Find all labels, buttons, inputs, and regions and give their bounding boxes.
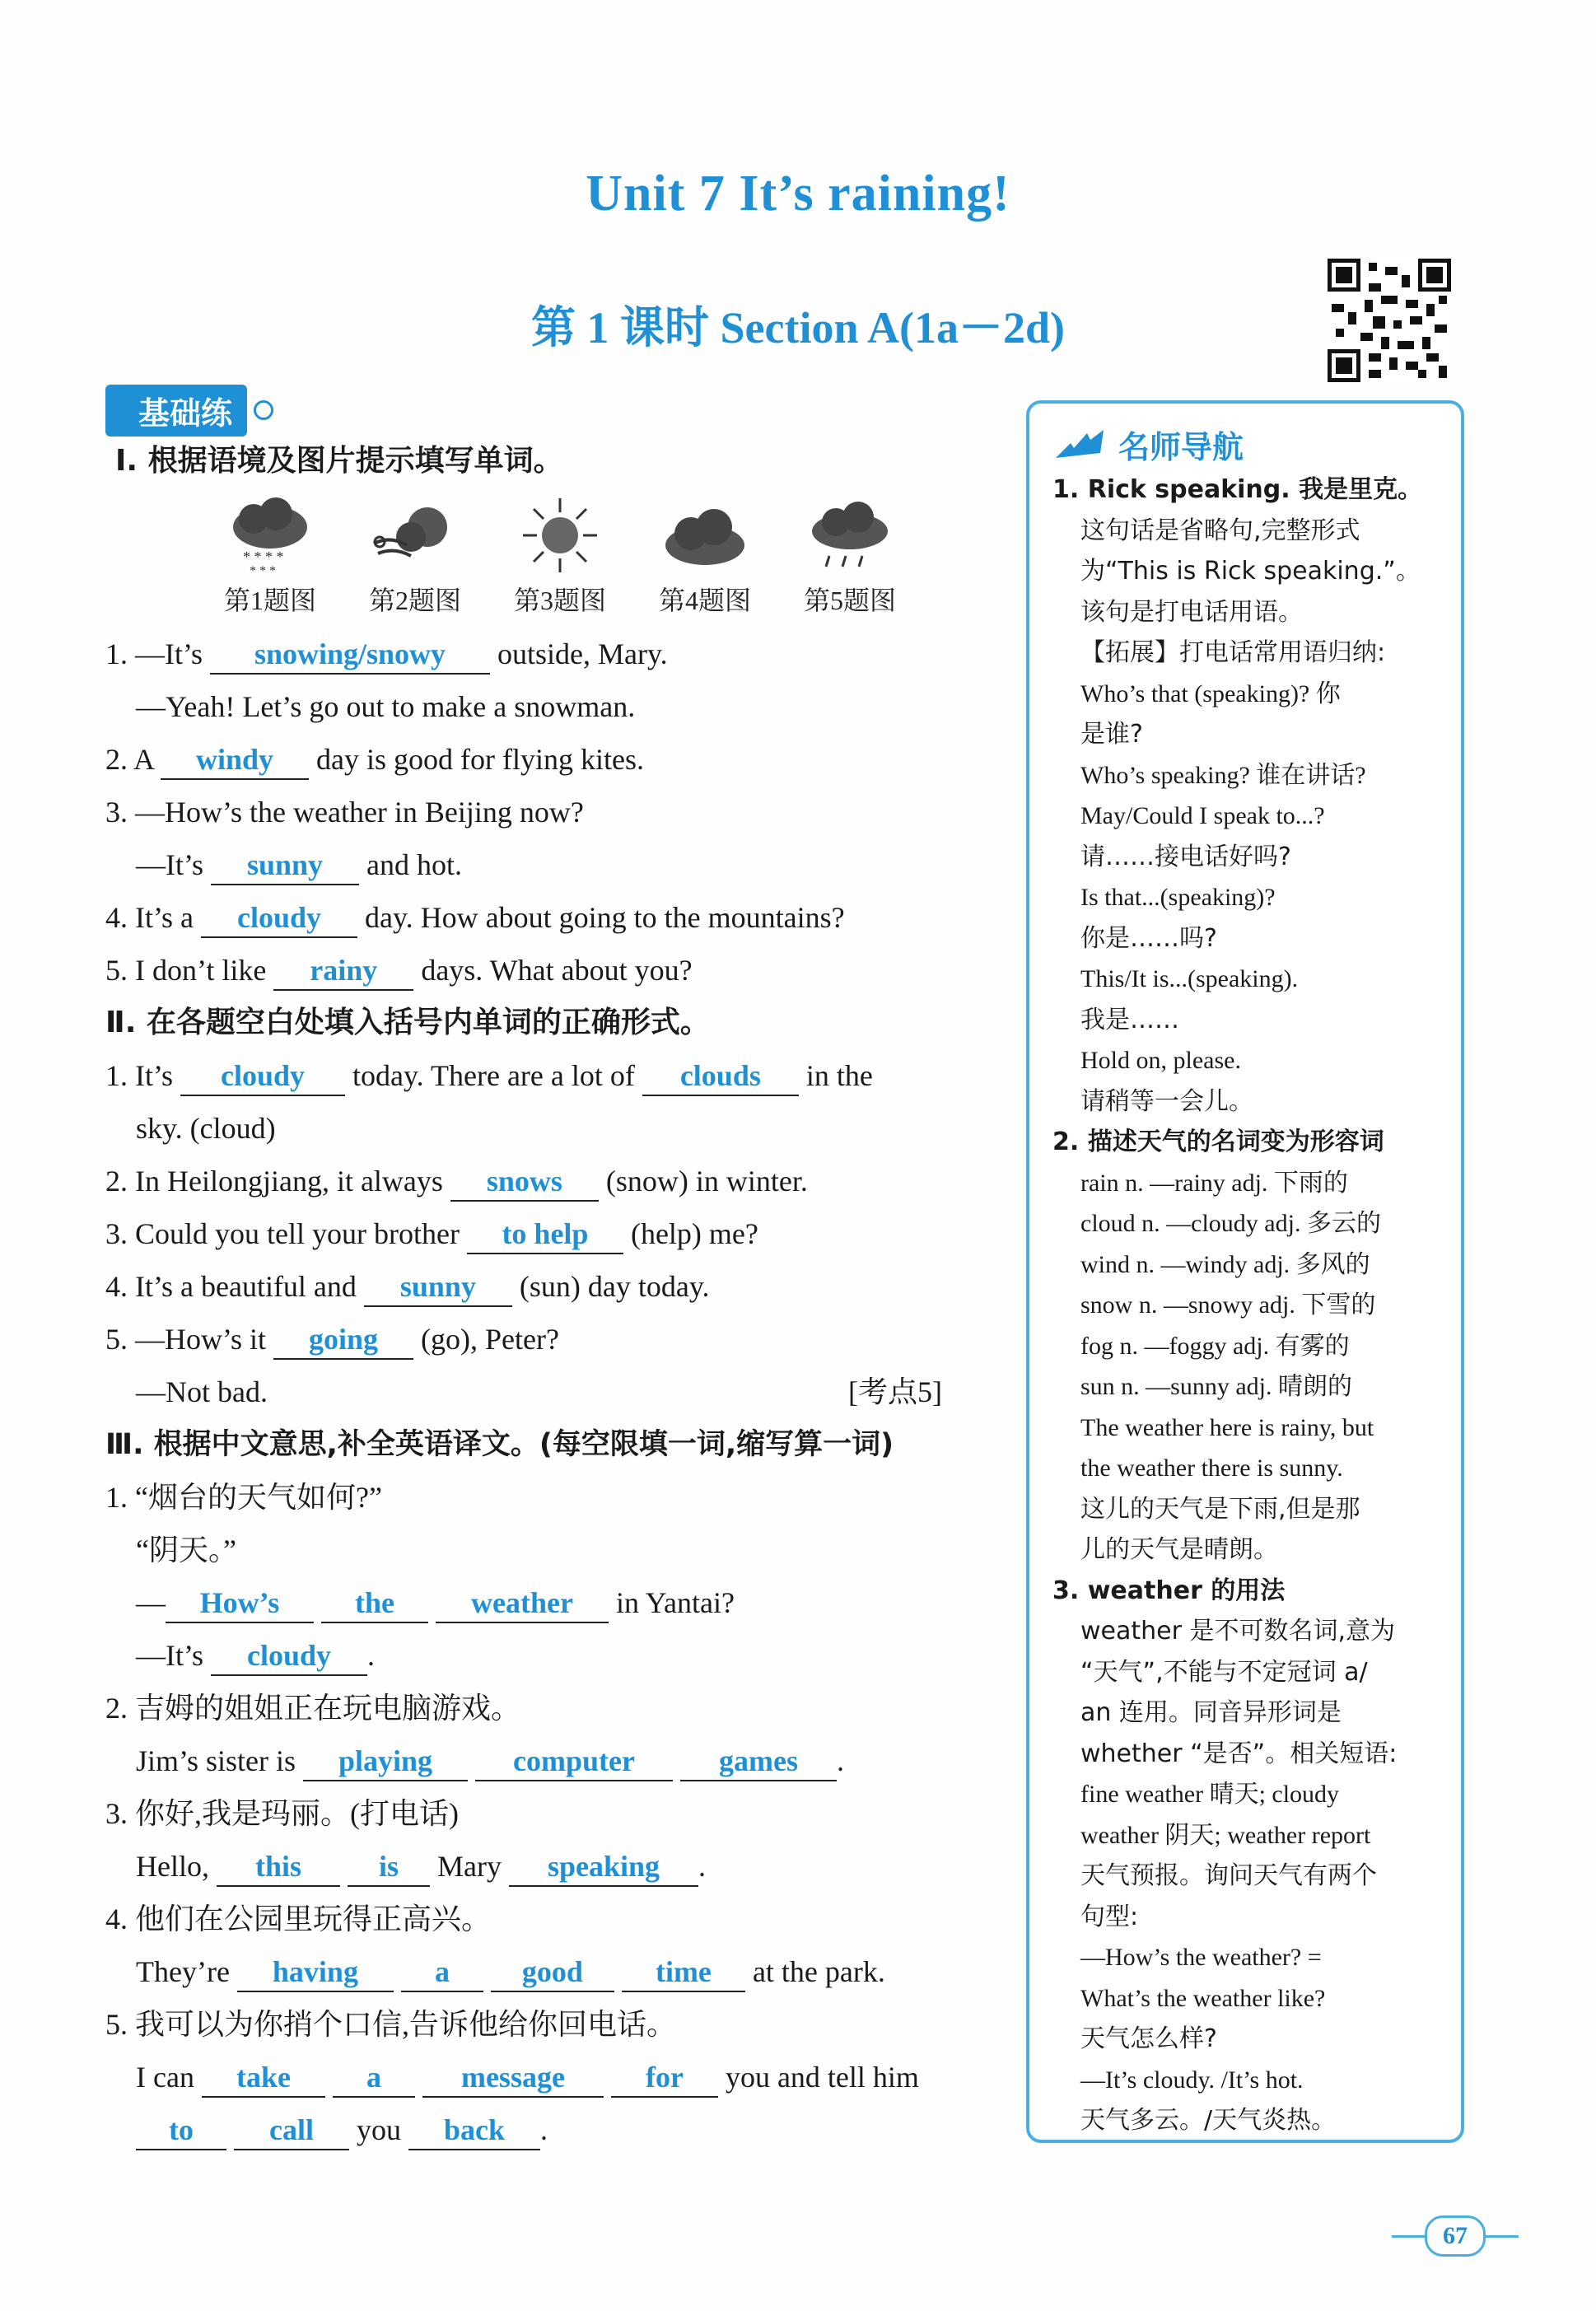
caption-5: 第5题图 — [803, 586, 896, 615]
snow-cloud-icon — [225, 494, 315, 577]
answer-blank[interactable]: snows — [450, 1162, 599, 1202]
exam-point-note: [考点5] — [848, 1375, 942, 1408]
caption-2: 第2题图 — [368, 586, 461, 615]
teacher-guide-sidebar — [1026, 400, 1464, 2143]
p2-q3: 3. Could you tell your brother to help (help) me? — [105, 1211, 758, 1257]
sidebar-line: 为“This is Rick speaking.”。 — [1080, 557, 1421, 586]
answer-blank[interactable]: message — [422, 2058, 604, 2098]
caption-1: 第1题图 — [223, 586, 316, 615]
answer-blank[interactable]: sunny — [211, 846, 359, 885]
answer-blank[interactable]: games — [680, 1742, 837, 1781]
answer-blank[interactable]: a — [401, 1953, 483, 1992]
part1-heading: Ⅰ. 根据语境及图片提示填写单词。 — [115, 444, 563, 478]
sidebar-line: This/It is...(speaking). — [1080, 965, 1299, 992]
caption-4: 第4题图 — [658, 586, 751, 615]
answer-blank[interactable]: playing — [303, 1742, 468, 1781]
sun-icon — [515, 494, 605, 577]
p3-q2-b: Jim’s sister is playing computer games . — [136, 1738, 844, 1784]
sidebar-line: whether “是否”。相关短语: — [1080, 1739, 1398, 1768]
sidebar-line: fine weather 晴天; cloudy — [1080, 1781, 1340, 1808]
lesson-title: 第 1 课时 Section A(1a－2d) — [531, 303, 1065, 352]
sidebar-line: The weather here is rainy, but — [1080, 1413, 1374, 1441]
p1-q3: 3. —How’s the weather in Beijing now? — [105, 796, 584, 829]
answer-blank[interactable]: cloudy — [201, 899, 357, 938]
sidebar-line: 请……接电话好吗? — [1080, 842, 1291, 871]
sidebar-line: fog n. —foggy adj. 有雾的 — [1080, 1332, 1350, 1360]
sidebar-line: 这句话是省略句,完整形式 — [1080, 516, 1360, 545]
sidebar-line: 请稍等一会儿。 — [1080, 1086, 1253, 1116]
p2-q5-reply: —Not bad. — [136, 1375, 268, 1408]
sidebar-line: 你是……吗? — [1080, 923, 1217, 953]
sidebar-line: May/Could I speak to...? — [1080, 802, 1325, 829]
sidebar-line: 该句是打电话用语。 — [1080, 597, 1303, 627]
p1-q1-reply: —Yeah! Let’s go out to make a snowman. — [136, 690, 636, 723]
p1-q1: 1. —It’s snowing/snowy outside, Mary. — [105, 631, 668, 677]
answer-blank[interactable]: clouds — [642, 1057, 799, 1096]
sidebar-line: What’s the weather like? — [1080, 1984, 1326, 2012]
answer-blank[interactable]: for — [611, 2058, 718, 2098]
page-number-value: 67 — [1425, 2215, 1486, 2257]
sidebar-line: 天气多云。/天气炎热。 — [1080, 2106, 1337, 2135]
p3-q5-b: I can take a message for you and tell him — [136, 2054, 919, 2100]
p3-q3-b: Hello, this is Mary speaking . — [136, 1843, 706, 1889]
p2-q1-cont: sky. (cloud) — [136, 1112, 276, 1145]
p2-q2: 2. In Heilongjiang, it always snows (snow) in winter. — [105, 1158, 808, 1204]
sidebar-line: 3. weather 的用法 — [1052, 1576, 1286, 1605]
p3-q1-e: —It’s cloudy . — [136, 1632, 375, 1678]
answer-blank[interactable]: back — [408, 2111, 540, 2150]
svg-text:* * * *: * * * * — [243, 549, 284, 565]
p3-q4-b: They’re having a good time at the park. — [136, 1949, 885, 1995]
sidebar-line: 我是…… — [1080, 1005, 1179, 1034]
p1-q2: 2. A windy day is good for flying kites. — [105, 736, 644, 782]
sidebar-line: 这儿的天气是下雨,但是那 — [1080, 1494, 1360, 1524]
answer-blank[interactable]: having — [237, 1953, 394, 1992]
answer-blank[interactable]: cloudy — [180, 1057, 345, 1096]
sidebar-line: an 连用。同音异形词是 — [1080, 1698, 1342, 1727]
answer-blank[interactable]: the — [321, 1584, 428, 1623]
guide-flag-icon — [1054, 428, 1112, 461]
answer-blank[interactable]: speaking — [509, 1847, 698, 1887]
p3-q4: 4. 他们在公园里玩得正高兴。 — [105, 1902, 492, 1935]
sidebar-line: sun n. —sunny adj. 晴朗的 — [1080, 1373, 1352, 1400]
sidebar-line: Who’s speaking? 谁在讲话? — [1080, 761, 1366, 789]
sidebar-line: rain n. —rainy adj. 下雨的 — [1080, 1169, 1348, 1197]
sidebar-header — [1054, 422, 1244, 467]
answer-blank[interactable]: windy — [161, 740, 309, 780]
answer-blank[interactable]: computer — [475, 1742, 673, 1781]
answer-blank[interactable]: to help — [467, 1215, 623, 1254]
sidebar-line: 天气预报。询问天气有两个 — [1080, 1861, 1377, 1890]
qr-code-icon[interactable] — [1328, 259, 1451, 382]
icon-captions — [198, 580, 922, 618]
part3-heading: Ⅲ. 根据中文意思,补全英语译文。(每空限填一词,缩写算一词) — [105, 1428, 894, 1461]
p3-q1-b: “阴天。” — [136, 1534, 236, 1566]
answer-blank[interactable]: weather — [436, 1584, 609, 1623]
p3-q5-c: to call you back . — [136, 2107, 548, 2153]
sidebar-line: 1. Rick speaking. 我是里克。 — [1052, 475, 1423, 504]
p2-q4: 4. It’s a beautiful and sunny (sun) day today. — [105, 1263, 710, 1310]
unit-title: Unit 7 It’s raining! — [586, 166, 1010, 222]
p3-q2: 2. 吉姆的姐姐正在玩电脑游戏。 — [105, 1692, 521, 1725]
answer-blank[interactable]: sunny — [364, 1268, 512, 1307]
sidebar-line: cloud n. —cloudy adj. 多云的 — [1080, 1210, 1381, 1237]
rain-cloud-icon — [805, 494, 895, 577]
sidebar-body — [1052, 469, 1440, 2141]
page-number — [1392, 2215, 1519, 2257]
sidebar-line: “天气”,不能与不定冠词 a/ — [1080, 1657, 1368, 1687]
sidebar-line: weather 阴天; weather report — [1080, 1821, 1371, 1849]
sidebar-line: 是谁? — [1080, 720, 1143, 749]
basic-practice-tag — [105, 387, 273, 433]
sidebar-line: weather 是不可数名词,意为 — [1080, 1617, 1396, 1646]
weather-icons-row — [198, 494, 922, 577]
sidebar-line: Who’s that (speaking)? 你 — [1080, 679, 1341, 707]
sidebar-line: 【拓展】打电话常用语归纳: — [1080, 638, 1386, 667]
p2-q5: 5. —How’s it going (go), Peter? — [105, 1316, 559, 1362]
basic-practice-label: 基础练 — [105, 385, 247, 437]
sidebar-line: 2. 描述天气的名词变为形容词 — [1052, 1127, 1384, 1156]
answer-blank[interactable]: this — [217, 1847, 340, 1887]
answer-blank[interactable]: cloudy — [211, 1636, 367, 1676]
sidebar-line: —How’s the weather? = — [1080, 1944, 1322, 1971]
answer-blank[interactable]: take — [202, 2058, 325, 2098]
p3-q1: 1. “烟台的天气如何?” — [105, 1481, 382, 1514]
svg-text:* * *: * * * — [250, 564, 276, 577]
tag-dot-icon — [254, 400, 273, 420]
answer-blank[interactable]: going — [273, 1320, 413, 1360]
part2-heading: Ⅱ. 在各题空白处填入括号内单词的正确形式。 — [105, 1006, 710, 1039]
p2-q1: 1. It’s cloudy today. There are a lot of clouds in the — [105, 1053, 873, 1099]
sidebar-line: Hold on, please. — [1080, 1047, 1241, 1074]
answer-blank[interactable]: call — [234, 2111, 349, 2150]
sidebar-line: —It’s cloudy. /It’s hot. — [1080, 2066, 1304, 2094]
answer-blank[interactable]: snowing/snowy — [210, 635, 490, 675]
answer-blank[interactable]: good — [491, 1953, 614, 1992]
p3-q5: 5. 我可以为你捎个口信,告诉他给你回电话。 — [105, 2008, 677, 2041]
answer-blank[interactable]: time — [622, 1953, 745, 1992]
answer-blank[interactable]: a — [333, 2058, 415, 2098]
sidebar-line: Is that...(speaking)? — [1080, 884, 1276, 911]
sidebar-line: 儿的天气是晴朗。 — [1080, 1535, 1278, 1564]
sidebar-line: 天气怎么样? — [1080, 2024, 1217, 2053]
sidebar-title: 名师导航 — [1118, 429, 1244, 465]
sidebar-line: wind n. —windy adj. 多风的 — [1080, 1250, 1370, 1278]
wind-icon — [370, 494, 460, 577]
sidebar-line: 句型: — [1080, 1902, 1139, 1931]
p1-q5: 5. I don’t like rainy days. What about you? — [105, 947, 693, 993]
cloud-icon — [660, 494, 750, 577]
answer-blank[interactable]: to — [136, 2111, 226, 2150]
p1-q3-reply: —It’s sunny and hot. — [136, 842, 462, 888]
p3-q1-c: — How’s the weather in Yantai? — [136, 1580, 735, 1626]
answer-blank[interactable]: rainy — [273, 951, 413, 991]
p3-q3: 3. 你好,我是玛丽。(打电话) — [105, 1797, 459, 1830]
sidebar-line: snow n. —snowy adj. 下雪的 — [1080, 1291, 1376, 1319]
p1-q4: 4. It’s a cloudy day. How about going to the mountains? — [105, 894, 845, 941]
caption-3: 第3题图 — [513, 586, 606, 615]
sidebar-line: the weather there is sunny. — [1080, 1454, 1343, 1482]
answer-blank[interactable]: is — [348, 1847, 430, 1887]
answer-blank[interactable]: How’s — [166, 1584, 314, 1623]
